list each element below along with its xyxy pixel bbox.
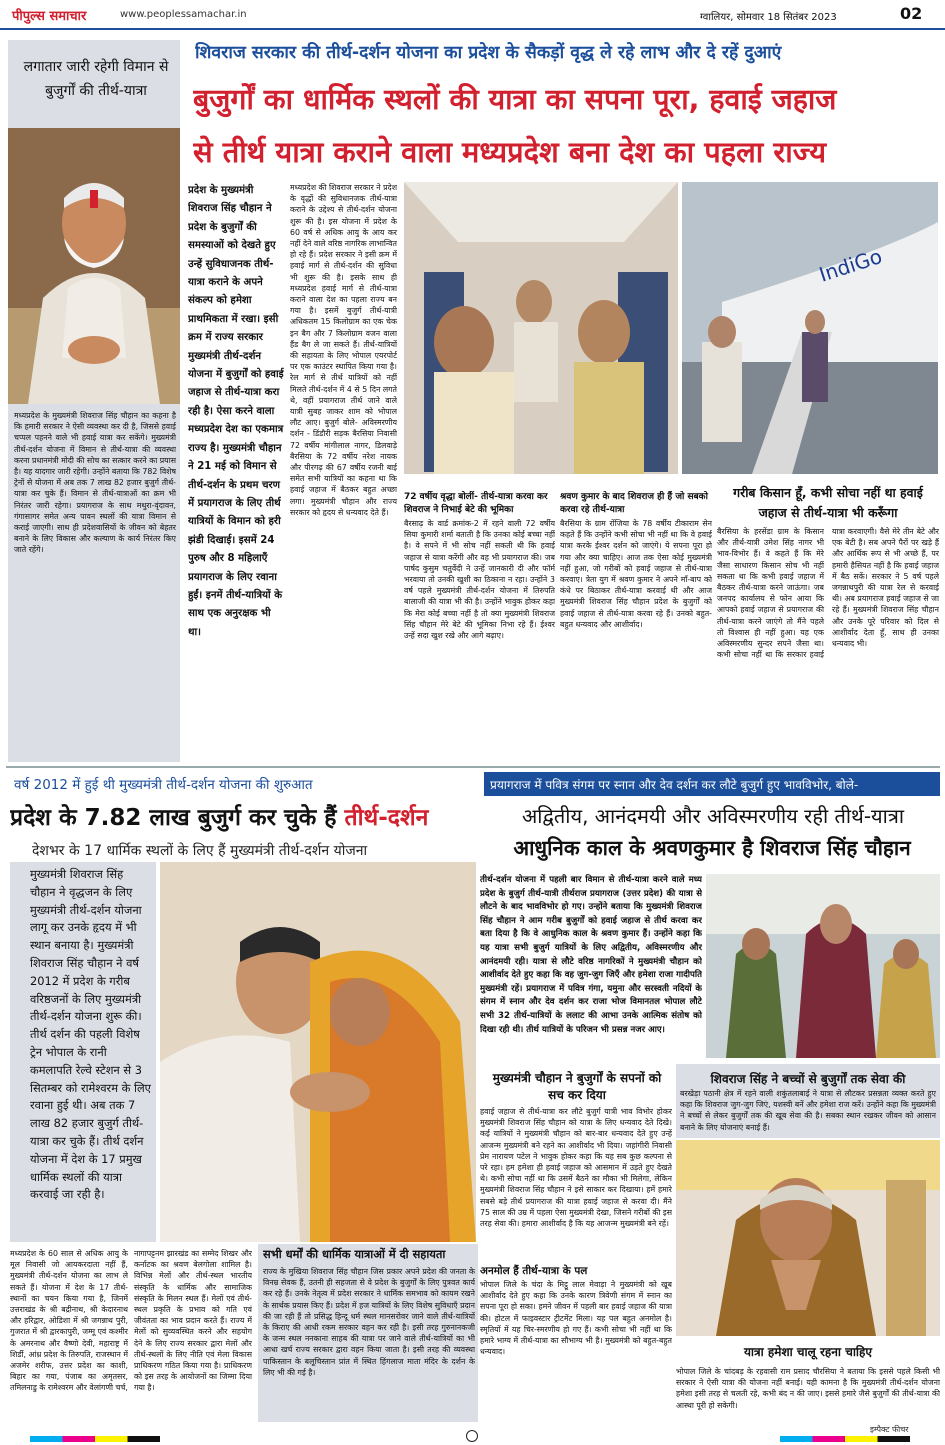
color-strip-right — [780, 1436, 910, 1442]
bottom-left-col1: मध्यप्रदेश के 60 साल से अधिक आयु के मूल निवासी जो आयकरदाता नहीं हैं, मुख्यमंत्री तीर्थ-दर्शन योजना का लाभ ले सकते हैं। योजना में देश के 17 तीर्थ-स्थानों का चयन किया गया है, जिनमें उत्तराखंड के श्री बद्रीनाथ, श्री केदारनाथ और हरिद्वार, ओडिशा में श्री जगन्नाथ पुरी, गुजरात में श्री द्वारकापुरी, जम्मू एवं कश्मीर के अमरनाथ और वैष्णो देवी, महाराष्ट्र में शिर्डी, आंध्र प्रदेश के तिरुपति, राजस्थान में अजमेर शरीफ, उत्तर प्रदेश का काशी, बिहार का गया, पंजाब का अमृतसर, तमिलनाडु के रामेश्वरम और वेलांगणी चर्च, — [10, 1249, 128, 1393]
footer-credit: इम्पैक्ट फीचर — [870, 1425, 909, 1434]
bottom-left-col2: नागापट्टनम झारखंड का सम्मेद शिखर और कर्नाटक का श्रवण बेलगोला शामिल है। विभिन्न मेलों और तीर्थ-स्थल भारतीय संस्कृति के धार्मिक और सामाजिक संस्कृति के मिलन स्थल हैं। मेलों एवं तीर्थ-स्थल प्रकृति के प्रभाव को गति एवं जीवंतता का भाव प्रदान करते हैं। राज्य में मेलों को सुव्यवस्थित करने और सहयोग देने के लिए राज्य सरकार द्वारा मेलों और तीर्थ-स्थलों के लिए नीति एवं मेला विकास प्राधिकरण गठित किया गया है। प्राधिकरण को इस तरह के आयोजनों का जिम्मा दिया गया है। — [134, 1249, 252, 1393]
top-headline-line1: बुजुर्गों का धार्मिक स्थलों की यात्रा का सपना पूरा, हवाई जहाज — [193, 83, 837, 116]
cm-embrace-photo — [160, 862, 476, 1242]
grateful-woman-photo — [676, 1140, 940, 1336]
registration-mark — [466, 1430, 478, 1442]
quote1-title-text: 72 वर्षीय वृद्धा बोलीं- तीर्थ-यात्रा करवा कर शिवराज ने निभाई बेटे की भूमिका — [404, 492, 548, 515]
bottom-left-subhead: देशभर के 17 धार्मिक स्थलों के लिए हैं मुख्यमंत्री तीर्थ-दर्शन योजना — [32, 843, 368, 859]
photo-caption: यात्रा हमेशा चालू रहना चाहिए — [743, 1345, 873, 1359]
headline-red-part: तीर्थ-दर्शन — [344, 805, 429, 831]
modi-illustration — [8, 128, 180, 404]
sidebar-title: लगातार जारी रहेगी विमान से बुजुर्गों की तीर्थ-यात्रा — [23, 59, 169, 99]
banner-text: प्रयागराज में पवित्र संगम पर स्नान और देव दर्शन कर लौटे बुजुर्ग हुए भावविभोर, बोले- — [490, 778, 859, 792]
big-text: मुख्यमंत्री शिवराज सिंह चौहान ने वृद्धजन के लिए मुख्यमंत्री तीर्थ-दर्शन योजना लागू कर उनके हृदय में भी स्थान बनाया है। मुख्यमंत्री शिवराज सिंह चौहान ने वर्ष 2012 में प्रदेश के गरीब वरिष्ठजनों के लिए मुख्यमंत्री तीर्थ-दर्शन योजना शुरू की। तीर्थ दर्शन की पहली विशेष ट्रेन भोपाल के रानी कमलापति रेल्वे स्टेशन से 3 सितम्बर को रामेश्वरम के लिए रवाना हुई थी। अब तक 7 लाख 82 हजार बुजुर्ग तीर्थ-यात्रा कर चुके हैं। तीर्थ दर्शन योजना में देश के 17 प्रमुख धार्मिक स्थलों की यात्रा करवाई जा रही है। — [30, 867, 151, 1202]
masthead: पीपुल्स समाचार — [12, 9, 87, 24]
woman-illustration — [676, 1140, 940, 1336]
plane-illustration — [682, 182, 938, 474]
bottom-left-kicker: वर्ष 2012 में हुई थी मुख्यमंत्री तीर्थ-दर्शन योजना की शुरुआत — [14, 777, 313, 793]
section-divider — [6, 766, 940, 768]
top-headline-line2: से तीर्थ यात्रा कराने वाला मध्यप्रदेश बना देश का पहला राज्य — [193, 135, 827, 169]
story3-text: बरखेड़ा पठानी क्षेत्र में रहने वाली शकुंतलाबाई ने यात्रा से लौटकर प्रसन्नता व्यक्त करते हुए कहा कि शिवराज जुग-जुग जिएं, यशस्वी बनें और हमेशा राज करें। उन्होंने कहा कि मुख्यमंत्री ने बच्चों से लेकर बुजुर्गों तक की खूब सेवा की है। सबका स्थान रखकर जीवन को आसान बनाने के लिए योजनाएं बनाई हैं। — [680, 1089, 936, 1132]
sidebar-text: मध्यप्रदेश के मुख्यमंत्री शिवराज सिंह चौहान का कहना है कि हमारी सरकार ने ऐसी व्यवस्था कर दी है, जिससे हवाई चप्पल पहनने वाले भी हवाई यात्रा कर सकेंगे। मुख्यमंत्री तीर्थ-दर्शन योजना में विमान से तीर्थ-यात्रा की व्यवस्था करना प्रधानमंत्री मोदी की सोच का सत्कार करने का प्रयास है। यह यादगार जारी रहेगी। उन्होंने बताया कि 782 विशेष ट्रेनों से योजना में अब तक 7 लाख 82 हजार बुजुर्ग तीर्थ-यात्रा कर चुके हैं। विमान से तीर्थ-यात्राओं का क्रम भी निरंतर जारी रहेगा। प्रयागराज के साथ मथुरा-वृंदावन, गंगासागर समेत अन्य पावन स्थलों की यात्रा विमान से कराई जाएगी। साथ ही प्रदेशवासियों के जीवन को बेहतर बनाने के लिए विकास और कल्याण के कार्य निरंतर किए जाते रहेंगे। — [14, 411, 176, 555]
bottom-right-headline2: आधुनिक काल के श्रवणकुमार है शिवराज सिंह चौहान — [513, 836, 911, 860]
story4-text: भोपाल जिले के चांदबड़ के रहवासी राम प्रसाद चौरसिया ने बताया कि इससे पहले किसी भी सरकार ने ऐसी यात्रा की योजना नहीं बनाई। यही कामना है कि मुख्यमंत्री तीर्थ-दर्शन योजना हमेशा इसी तरह से चलती रहे, कभी बंद न की जाए। इससे हमारे जैसे बुजुर्गों की तीर्थ-यात्रा की आस्था पूरी हो सकेगी। — [676, 1367, 940, 1410]
column-text: मध्यप्रदेश की शिवराज सरकार ने प्रदेश के वृद्धों की सुविधानजक तीर्थ-यात्रा कराने के उद्देश्य से तीर्थ-दर्शन योजना शुरू की है। इस योजना में प्रदेश के 60 वर्ष से अधिक आयु के आय कर नहीं देने वाले वरिष्ठ नागरिक लाभान्वित हो रहे हैं। प्रदेश सरकार ने इसी क्रम में हवाई मार्ग से तीर्थ-दर्शन की सुविधा भी शुरू की है। इसके साथ ही मध्यप्रदेश हवाई मार्ग से तीर्थ-यात्रा कराने वाला देश का पहला राज्य बन गया है। इसमें बुजुर्ग तीर्थ-यात्री अधिकतम 15 किलोग्राम का एक चेक इन बैग और 7 किलोग्राम वजन वाला हैंड बैग ले जा सकते हैं। तीर्थ-यात्रियों की सहायता के लिए भोपाल एयरपोर्ट पर एक काउंटर स्थापित किया गया है। रेल मार्ग से तीर्थ यात्रियों को नहीं मिलते तीर्थ-दर्शन में 4 से 5 दिन लगते थे, वहीं प्रयागराज तीर्थ जाने वाले यात्री सुबह जाकर शाम को भोपाल लौट आए। बुजुर्ग बोले- अविस्मरणीय दर्शन - डिंडौरी सड़क बैरसिया निवासी 72 वर्षीय मांगीलाल नागर, डिलवाड़े बैरसिया के 72 वर्षीय नरेश नायक और पीरगढ़ की 67 वर्षीय रजनी बाई समेत सभी यात्रियों का कहना था कि हवाई जहाज में बैठकर बहुत अच्छा लगा। मुख्यमंत्री चौहान और राज्य सरकार को हृदय से धन्यवाद देते हैं। — [290, 183, 397, 517]
bottom-right-main-text: तीर्थ-दर्शन योजना में पहली बार विमान से तीर्थ-यात्रा करने वाले मध्य प्रदेश के बुजुर्ग तीर्थ-यात्री तीर्थराज प्रयागराज (उत्तर प्रदेश) की यात्रा से लौटने के बाद भावविभोर हो गए। उन्होंने बताया कि मुख्यमंत्री शिवराज सिंह चौहान ने आम गरीब बुजुर्गों को हवाई जहाज से तीर्थ करवा कर बता दिया है कि वे आधुनिक काल के श्रवण कुमार हैं। उन्होंने कहा कि यह यात्रा सभी बुजुर्ग यात्रियों के लिए अद्वितीय, अविस्मरणीय और आनंदमयी रही। यात्रा से लौटे वरिष्ठ नागरिकों ने मुख्यमंत्री चौहान को आशीर्वाद देते हुए कहा कि वह जुग-जुग जिएँ और हमेशा राजा गादीपति मुख्यमंत्री रहें। प्रयागराज में पवित्र गंगा, यमुना और सरस्वती नदियों के संगम में स्नान और देव दर्शन कर राजा भोज विमानतल भोपाल लौटे सभी 32 तीर्थ-यात्रियों के ललाट की आभा उनके आत्मिक संतोष को दिखा रही थी। तीर्थ यात्रियों के परिजन भी प्रसन्न नजर आए। — [480, 875, 702, 1035]
story3-title: शिवराज सिंह ने बच्चों से बुजुर्गों तक सेवा की — [710, 1072, 906, 1086]
story1-title: मुख्यमंत्री चौहान ने बुजुर्गों के सपनों को सच कर दिया — [492, 1071, 662, 1102]
religions-box-title: सभी धर्मों की धार्मिक यात्राओं में दी सहायता — [263, 1247, 446, 1261]
bottom-left-headline — [10, 800, 480, 832]
color-strip-left — [30, 1436, 160, 1442]
embrace-illustration — [160, 862, 476, 1242]
story2-text: भोपाल जिले के चंदा के मिट्ठू लाल मेवाड़ा ने मुख्यमंत्री को खूब आशीर्वाद देते हुए कहा कि उनके कारण त्रिवेणी संगम में स्नान का सपना पूरा हो सका। हमने जीवन में पहली बार हवाई जहाज की यात्रा की। होटल में फाइवस्टार ट्रीटमेंट मिला। यह पल बहुत अनमोल है। स्मृतियों में यह चिर-स्मरणीय हो गए हैं। कभी सोचा भी नहीं था कि हमारे भाग्य में तीर्थ-यात्रा का सौभाग्य भी है। मुख्यमंत्री को बहुत-बहुत धन्यवाद। — [480, 1280, 672, 1357]
cabin-illustration — [404, 182, 678, 474]
quote1-title — [404, 491, 554, 517]
quote2-title: श्रवण कुमार के बाद शिवराज ही हैं जो सबको करवा रहे तीर्थ-यात्रा — [560, 492, 708, 515]
svg-text:IndiGo: IndiGo — [816, 243, 885, 287]
modi-photo — [8, 128, 180, 404]
welcome-photo — [706, 874, 940, 1058]
religions-box-text: राज्य के मुखिया शिवराज सिंह चौहान जिस प्रकार अपने प्रदेश की जनता के विनम्र सेवक हैं, उतनी ही सहजता से वे प्रदेश के बुजुर्गों के लिए पुत्रवत कार्य कर रहे हैं। उनके नेतृत्व में प्रदेश सरकार ने धार्मिक समभाव को कायम रखने के सार्थक प्रयास किए हैं। प्रदेश में हज यात्रियों के लिए विशेष सुविधाएँ प्रदान की जा रही हैं तो प्रसिद्ध हिन्दू धर्म स्थल मानसरोवर जाने वाले तीर्थ-यात्रियों के किराए की आधी रकम सरकार वहन कर रही है। इसी तरह गुरुनानकजी के जन्म स्थल ननकाना साहब की यात्रा पर जाने वाले तीर्थ-यात्रियों का भी आधा खर्च राज्य सरकार द्वारा वहन किया जाता है। इसी तरह की व्यवस्था पाकिस्तान के बलूचिस्तान प्रांत में स्थित हिंगलाज माता मंदिर के दर्शन के लिए भी की गई है। — [263, 1267, 475, 1377]
page-number: 02 — [900, 4, 923, 23]
masthead-bar — [0, 0, 945, 30]
website-url: www.peoplessamachar.in — [120, 9, 247, 20]
indigo-aircraft-photo — [682, 182, 938, 474]
top-kicker: शिवराज सरकार की तीर्थ-दर्शन योजना का प्रदेश के सैकड़ों वृद्ध ले रहे लाभ और दे रहें दुआएं — [195, 43, 782, 63]
lead-text: प्रदेश के मुख्यमंत्री शिवराज सिंह चौहान ने प्रदेश के बुजुर्गों की समस्याओं को देखते हुए उन्हें सुविधाजनक तीर्थ-यात्रा कराने के अपने संकल्प को हमेशा प्राथमिकता में रखा। इसी क्रम में राज्य सरकार मुख्यमंत्री तीर्थ-दर्शन योजना में बुजुर्गों को हवाई जहाज से तीर्थ-यात्रा करा रही है। ऐसा करने वाला मध्यप्रदेश देश का एकमात्र राज्य है। मुख्यमंत्री चौहान ने 21 मई को विमान से तीर्थ-दर्शन के प्रथम चरण में प्रयागराज के लिए तीर्थ यात्रियों के विमान को हरी झंडी दिखाई। इसमें 24 पुरुष और 8 महिलाएँ प्रयागराज के लिए रवाना हुईं। इनमें तीर्थ-यात्रियों के साथ एक अनुरक्षक भी था। — [188, 185, 284, 638]
dateline: ग्वालियर, सोमवार 18 सितंबर 2023 — [700, 12, 837, 23]
welcome-illustration — [706, 874, 940, 1058]
quote1-text: बैरसाढ़ के वार्ड क्रमांक-2 में रहने वाली 72 वर्षीय सिया कुमारी शर्मा बताती है कि उनका कोई बच्चा नहीं है। वे सपने में भी सोच नहीं सकती थी कि हवाई जहाज से यात्रा करेंगी और वह भी प्रयागराज की। जब पार्षद कुसुम चतुर्वेदी ने उन्हें जानकारी दी और फॉर्म भरवाया तो उनकी खुशी का ठिकाना न रहा। उन्होंने 3 वर्ष पहले मुख्यमंत्री तीर्थ-दर्शन योजना में तिरुपति बालाजी की यात्रा भी की है। उन्होंने भावुक होकर कहा कि मेरा कोई बच्चा नहीं है तो क्या मुख्यमंत्री शिवराज सिंह चौहान मेरे बेटे की भूमिका निभा रहे हैं। ईश्वर उन्हें सदा खुश रखे और आगे बढ़ाए। — [404, 519, 555, 641]
quote3-title: गरीब किसान हूँ, कभी सोचा नहीं था हवाई जहाज से तीर्थ-यात्रा भी करूँगा — [733, 485, 923, 520]
aircraft-cabin-photo — [404, 182, 678, 474]
story2-title: अनमोल हैं तीर्थ-यात्रा के पल — [480, 1265, 588, 1277]
story1-text: हवाई जहाज से तीर्थ-यात्रा कर लौटे बुजुर्ग यात्री भाव विभोर होकर मुख्यमंत्री शिवराज सिंह चौहान को यात्रा के लिए धन्यवाद देते दिखे। कई यात्रियों ने मुख्यमंत्री चौहान को बार-बार धन्यवाद देते हुए उन्हें आजन्म मुख्यमंत्री बने रहने का आशीर्वाद भी दिया। जहांगीरी निवासी प्रेम नारायण पटेल ने भावुक होकर कहा कि यह सब कुछ कल्पना से परे रहा। हम हमेशा ही हवाई जहाज को आसमान में उड़ते हुए देखते थे। कभी सोचा नहीं था कि उसमें बैठने का मौका भी मिलेगा, लेकिन मुख्यमंत्री शिवराज सिंह चौहान ने इसे साकार कर दिखाया। हमें हमारे सबसे बड़े तीर्थ प्रयागराज की यात्रा हवाई जहाज से करवा दी। मैंने 75 साल की उम्र में पहला ऐसा मुख्यमंत्री देखा, जिसने गरीबों की इस तरह सेवा की। हमारा आशीर्वाद है कि यह आजन्म मुख्यमंत्री बने रहें। — [480, 1107, 672, 1229]
quote2-text: बैरसिया के ग्राम रोंजिया के 78 वर्षीय टीकाराम सेन कहते हैं कि उन्होंने कभी सोचा भी नहीं था कि वे हवाई यात्रा करके ईश्वर दर्शन को जाएंगे। ये सपना पूरा हो गया और क्या चाहिए। आज तक ऐसा कोई मुख्यमंत्री नहीं हुआ, जो गरीबों को हवाई जहाज से तीर्थ-यात्रा करवाए। त्रेता युग में श्रवण कुमार ने अपने माँ-बाप को कंधे पर बिठाकर तीर्थ-यात्रा करवाई थी और आज मुख्यमंत्री शिवराज सिंह चौहान प्रदेश के बुजुर्गों को हवाई जहाज से तीर्थ-यात्रा करवा रहे हैं। उनको बहुत-बहुत धन्यवाद और आशीर्वाद। — [560, 519, 712, 629]
bottom-right-headline1: अद्वितीय, आनंदमयी और अविस्मरणीय रही तीर्थ-यात्रा — [521, 804, 905, 828]
quote3-text-a: बैरसिया के हरसेंडा ग्राम के किसान और तीर्थ-यात्री उमेश सिंह नागर भी भाव-विभोर हैं। वे कहते हैं कि मेरे जैसा साधारण किसान सोच भी नहीं सकता था कि कभी हवाई जहाज में बैठकर तीर्थ-यात्रा करने जाऊंगा। जब जनपद कार्यालय से फोन आया कि आपको हवाई जहाज से प्रयागराज की तीर्थ-यात्रा करने जाएंगे तो मैंने पहले तो विश्वास ही नहीं हुआ। यह एक अविस्मरणीय सुन्दर सपने जैसा था। कभी सोचा नहीं था कि सरकार हवाई यात्रा करवाएगी। वैसे मेरे तीन बेटे और एक बेटी है। सब अपने पैरों पर खड़े हैं और आर्थिक रूप से भी अच्छे हैं, पर हमारी हैसियत नहीं है कि हवाई जहाज में बैठ सकें। सरकार ने 5 वर्ष पहले जगन्नाथपुरी की यात्रा रेल से करवाई थी। अब प्रयागराज हवाई जहाज से जा रहे हैं। मुख्यमंत्री शिवराज सिंह चौहान और उनके पूरे परिवार को दिल से आशीर्वाद देता हूँ, साथ ही उनका धन्यवाद भी। — [717, 527, 939, 660]
headline-black-part: प्रदेश के 7.82 लाख बुजुर्ग कर चुके हैं — [10, 805, 345, 831]
